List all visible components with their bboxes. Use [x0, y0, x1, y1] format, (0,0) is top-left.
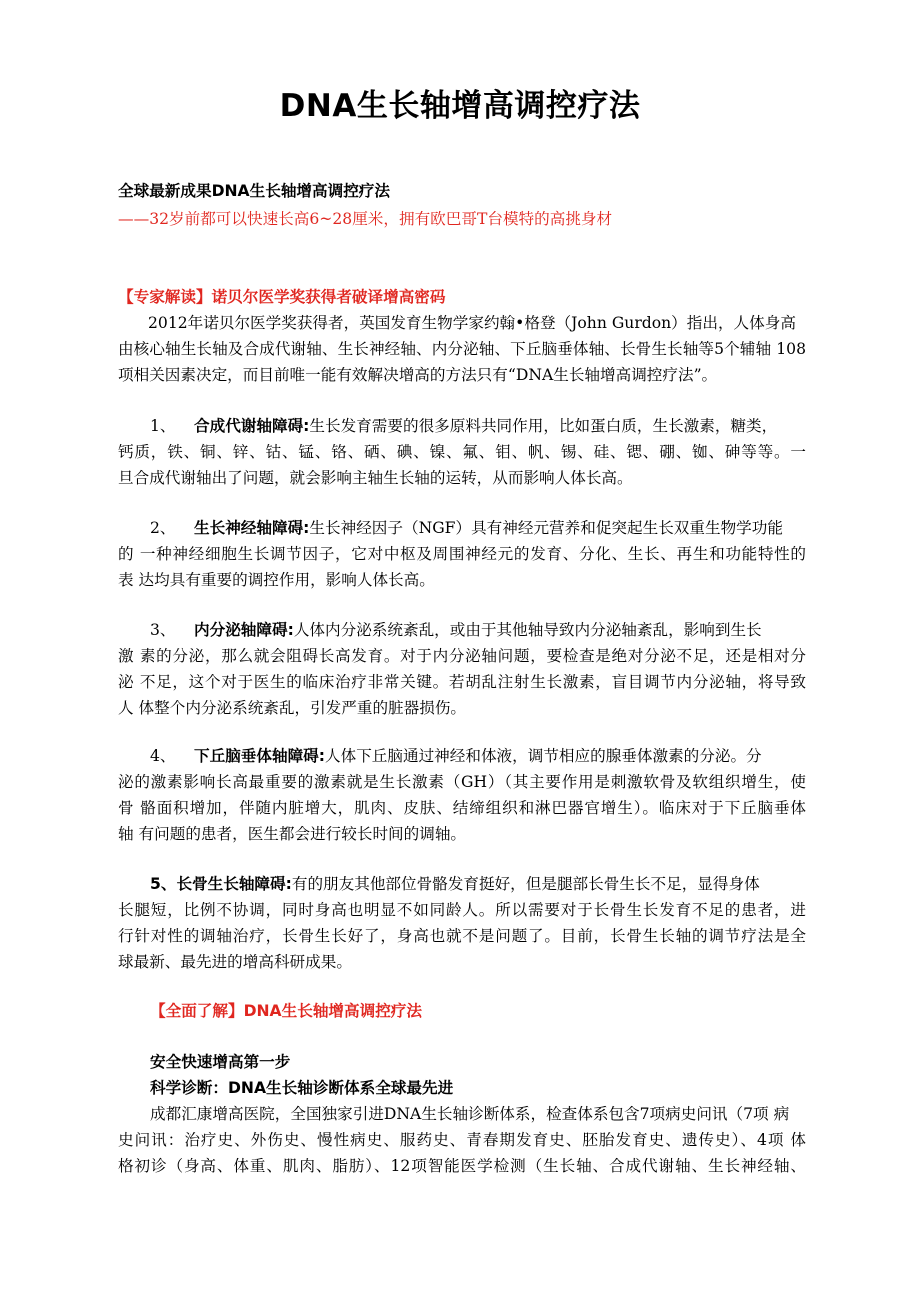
- list-item-heading: [150, 874, 760, 894]
- item-number: 2、: [150, 519, 176, 537]
- item-text: 生长神经因子（NGF）具有神经元营养和促突起生长双重生物学功能: [309, 519, 783, 537]
- item-label: 内分泌轴障碍:: [194, 621, 294, 639]
- item-number: 4、: [150, 747, 176, 765]
- item-text-line: 骨 骼面积增加，伴随内脏增大，肌肉、皮肤、结缔组织和淋巴器官增生）。临床对于下丘脑垂体: [118, 799, 806, 817]
- item-text: 人体内分泌系统紊乱，或由于其他轴导致内分泌轴紊乱，影响到生长: [293, 621, 762, 639]
- overview-heading: 【全面了解】DNA生长轴增高调控疗法: [150, 1002, 422, 1020]
- expert-line: 项相关因素决定，而目前唯一能有效解决增高的方法只有“DNA生长轴增高调控疗法”。: [118, 366, 718, 384]
- item-label: 合成代谢轴障碍:: [194, 417, 310, 435]
- item-text-line: 泌的激素影响长高最重要的激素就是生长激素（GH）（其主要作用是刺激软骨及软组织增生，使: [118, 773, 806, 791]
- step-subheading: 科学诊断：DNA生长轴诊断体系全球最先进: [150, 1079, 454, 1097]
- item-text-line: 行针对性的调轴治疗，长骨生长好了，身高也就不是问题了。目前，长骨生长轴的调节疗法是全: [118, 927, 806, 945]
- expert-heading: 【专家解读】诺贝尔医学奖获得者破译增高密码: [118, 288, 446, 306]
- item-text-line: 人 体整个内分泌系统紊乱，引发严重的脏器损伤。: [118, 699, 467, 717]
- list-item-heading: [150, 746, 762, 766]
- page-title: DNA生长轴增高调控疗法: [279, 88, 641, 124]
- item-text-line: 旦合成代谢轴出了问题，就会影响主轴生长轴的运转，从而影响人体长高。: [118, 469, 633, 487]
- list-item-heading: [150, 518, 783, 538]
- expert-line: 2012年诺贝尔医学奖获得者，英国发育生物学家约翰•格登（John Gurdon）指出，人体身高: [148, 314, 796, 332]
- item-text: 人体下丘脑通过神经和体液，调节相应的腺垂体激素的分泌。分: [325, 747, 762, 765]
- item-text: 生长发育需要的很多原料共同作用，比如蛋白质，生长激素，糖类，: [309, 417, 778, 435]
- intro-heading: 全球最新成果DNA生长轴增高调控疗法: [118, 182, 390, 200]
- step-line: 格初诊（身高、体重、肌肉、脂肪）、12项智能医学检测（生长轴、合成代谢轴、生长神经轴、: [118, 1157, 806, 1175]
- item-text-line: 长腿短，比例不协调，同时身高也明显不如同龄人。所以需要对于长骨生长发育不足的患者，进: [118, 901, 806, 919]
- item-label: 长骨生长轴障碍:: [176, 875, 292, 893]
- expert-line: 由核心轴生长轴及合成代谢轴、生长神经轴、内分泌轴、下丘脑垂体轴、长骨生长轴等5个辅轴 108: [118, 340, 806, 358]
- step-line: 成都汇康增高医院，全国独家引进DNA生长轴诊断体系，检查体系包含7项病史问讯（7项 病: [150, 1105, 790, 1123]
- intro-subheading: ——32岁前都可以快速长高6~28厘米，拥有欧巴哥T台模特的高挑身材: [118, 210, 613, 228]
- item-label: 生长神经轴障碍:: [194, 519, 310, 537]
- item-text: 有的朋友其他部位骨骼发育挺好，但是腿部长骨生长不足，显得身体: [291, 875, 760, 893]
- item-text-line: 的 一种神经细胞生长调节因子，它对中枢及周围神经元的发育、分化、生长、再生和功能特性的: [118, 545, 806, 563]
- item-text-line: 球最新、最先进的增高科研成果。: [118, 953, 352, 971]
- step-heading: 安全快速增高第一步: [150, 1053, 291, 1071]
- step-line: 史问讯：治疗史、外伤史、慢性病史、服药史、青春期发育史、胚胎发育史、遗传史）、4项 体: [118, 1131, 806, 1149]
- item-label: 下丘脑垂体轴障碍:: [194, 747, 325, 765]
- item-number: 3、: [150, 621, 176, 639]
- list-item-heading: [150, 620, 762, 640]
- item-text-line: 轴 有问题的患者，医生都会进行较长时间的调轴。: [118, 825, 467, 843]
- item-text-line: 激 素的分泌，那么就会阻碍长高发育。对于内分泌轴问题，要检查是绝对分泌不足，还是相对分: [118, 647, 806, 665]
- item-number: 1、: [150, 417, 176, 435]
- item-text-line: 表 达均具有重要的调控作用，影响人体长高。: [118, 571, 435, 589]
- item-text-line: 泌 不足，这个对于医生的临床治疗非常关键。若胡乱注射生长激素，盲目调节内分泌轴，将导致: [118, 673, 806, 691]
- list-item-heading: [150, 416, 777, 436]
- item-text-line: 钙质，铁、铜、锌、钴、锰、铬、硒、碘、镍、氟、钼、帆、锡、硅、锶、硼、铷、砷等等。一: [118, 443, 806, 461]
- item-number: 5、: [150, 875, 177, 893]
